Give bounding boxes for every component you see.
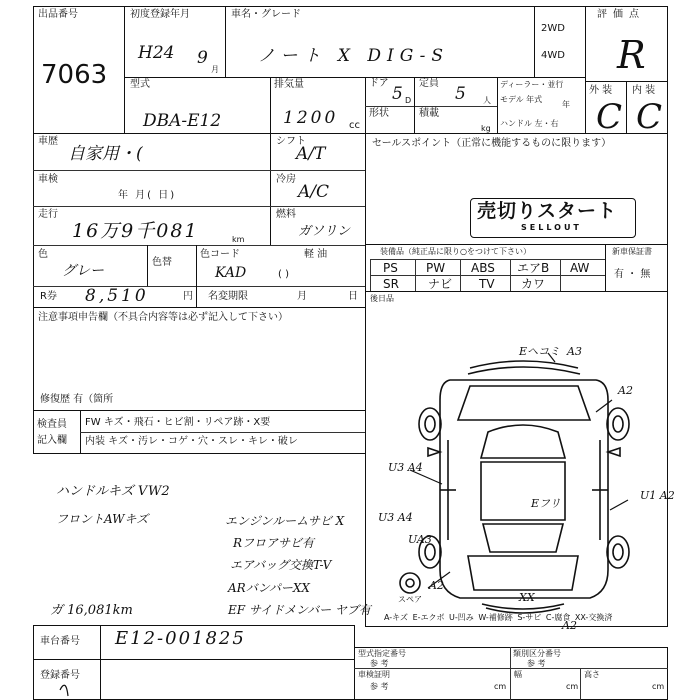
lot-number-label: 出品番号 bbox=[38, 9, 78, 20]
inspection-date: 年 月( 日) bbox=[118, 190, 177, 201]
shift-value: A/T bbox=[296, 144, 326, 164]
chassis-value: E12-001825 bbox=[115, 628, 246, 649]
equip-leather: カワ bbox=[521, 277, 546, 291]
note-7: ARバンパーXX bbox=[228, 581, 310, 595]
note-8: ガ 16,081km bbox=[50, 603, 133, 618]
grade-score-value: R bbox=[617, 33, 646, 77]
new-car-warranty-label: 新車保証書 bbox=[612, 247, 652, 256]
name-change-month: 月 bbox=[297, 291, 307, 302]
reference-label: 参 考 bbox=[370, 659, 389, 668]
damage-legend: A-キズ E-エクボ U-凹み W-補修跡 S-サビ C-腐食 XX-交換済 bbox=[384, 613, 613, 622]
note-1: ハンドルキズ V bbox=[56, 484, 148, 499]
doors-unit: D bbox=[405, 96, 412, 105]
damage-right-fender: A2 bbox=[618, 384, 633, 397]
repair-history-label: 修復歴 有（箇所 bbox=[40, 394, 114, 405]
cm-unit-2: cm bbox=[566, 682, 579, 691]
inspector-label: 検査員 bbox=[37, 419, 67, 430]
reference-label-3: 参 考 bbox=[370, 682, 389, 691]
equip-abs: ABS bbox=[471, 261, 495, 275]
cm-unit-3: cm bbox=[652, 682, 665, 691]
model-year-label: モデル 年式 bbox=[500, 95, 543, 104]
usage-value: 自家用・( bbox=[68, 144, 143, 164]
damage-roof: Eフリ bbox=[531, 497, 561, 510]
model-code-value: DBA-E12 bbox=[143, 111, 222, 131]
shape-label: 形状 bbox=[369, 108, 389, 119]
note-2: W2 bbox=[148, 484, 170, 499]
damage-left-rear-door: U3 A4 bbox=[378, 511, 413, 524]
dealer-label: ディーラー・並行 bbox=[500, 80, 564, 89]
mileage-label: 走行 bbox=[38, 209, 58, 220]
equip-navi: ナビ bbox=[428, 277, 453, 291]
ac-value: A/C bbox=[298, 182, 330, 202]
name-change-label: 名変期限 bbox=[208, 291, 248, 302]
usage-label: 車歴 bbox=[38, 136, 58, 147]
month-unit: 月 bbox=[211, 65, 219, 74]
equip-ps: PS bbox=[383, 261, 398, 275]
mileage-value: 16万9千081 bbox=[72, 220, 199, 242]
inspector-interior-row: 内装 キズ・汚レ・コゲ・穴・スレ・キレ・破レ bbox=[85, 436, 298, 447]
equip-aw: AW bbox=[570, 261, 590, 275]
model-grade-label: 車名・グレード bbox=[231, 9, 301, 20]
yen-unit: 円 bbox=[183, 291, 193, 302]
drive-2wd: 2WD bbox=[541, 23, 565, 34]
fuel-value: ガソリン bbox=[298, 224, 351, 239]
grade-score-label: 評価点 bbox=[597, 9, 645, 20]
lot-number: 7063 bbox=[41, 60, 108, 90]
inspector-fw-row: FW キズ・飛石・ヒビ割・リペア跡・X要 bbox=[85, 417, 271, 428]
chassis-label: 車台番号 bbox=[40, 636, 80, 647]
doors-value: 5 bbox=[392, 84, 403, 104]
fuel-light-oil: 軽 油 bbox=[304, 249, 328, 260]
capacity-unit: 人 bbox=[483, 96, 491, 105]
spare-label: スペア bbox=[398, 595, 422, 604]
note-5: Rフロアサビ有 bbox=[233, 536, 315, 550]
exterior-grade: C bbox=[596, 97, 623, 137]
damage-front-right: A3 bbox=[567, 345, 582, 358]
warranty-options: 有 ・ 無 bbox=[614, 269, 651, 280]
cc-unit: cc bbox=[349, 120, 360, 131]
capacity-value: 5 bbox=[455, 84, 466, 104]
sellout-stamp-jp: 売切りスタート bbox=[477, 200, 618, 222]
load-label: 積載 bbox=[419, 108, 439, 119]
note-3: フロントAWキズ bbox=[56, 512, 149, 526]
exterior-label: 外 装 bbox=[589, 85, 613, 96]
steering-label: ハンドル 左・右 bbox=[500, 119, 559, 128]
category-number-label: 類別区分番号 bbox=[513, 649, 561, 658]
damage-front-bumper: Eヘコミ bbox=[519, 345, 561, 358]
first-registration-month: 9 bbox=[197, 48, 208, 68]
length-label: 車検証明 bbox=[358, 670, 390, 679]
interior-label: 内 装 bbox=[632, 85, 656, 96]
note-9: EF サイドメンバー ヤブ有 bbox=[228, 603, 371, 617]
damage-rear-right: A2 bbox=[562, 619, 577, 632]
equip-airbag: エアB bbox=[517, 261, 550, 275]
recycle-label: R券 bbox=[40, 291, 57, 302]
color-change-label: 色替 bbox=[152, 257, 172, 268]
drive-4wd: 4WD bbox=[541, 50, 565, 61]
shift-label: シフト bbox=[276, 136, 306, 147]
displacement-label: 排気量 bbox=[274, 79, 304, 90]
height-label: 高さ bbox=[584, 670, 600, 679]
color-code-label: 色コード bbox=[200, 249, 240, 260]
equipment-label: 装備品（純正品に限り○をつけて下さい） bbox=[380, 247, 531, 256]
equip-tv: TV bbox=[479, 277, 495, 291]
first-registration-year: H24 bbox=[138, 43, 175, 63]
note-4: エンジンルームサビ X bbox=[225, 514, 345, 528]
sales-points-label: セールスポイント（正常に機能するものに限ります） bbox=[372, 138, 612, 149]
model-grade-value: ノート X DIG-S bbox=[258, 46, 450, 66]
first-registration-label: 初度登録年月 bbox=[130, 9, 190, 20]
color-code-value: KAD bbox=[215, 265, 247, 281]
name-change-day: 日 bbox=[348, 291, 358, 302]
capacity-label: 定員 bbox=[419, 78, 439, 89]
reference-label-2: 参 考 bbox=[527, 659, 546, 668]
designated-number-label: 型式指定番号 bbox=[358, 649, 406, 658]
damage-left-front-door: U3 A4 bbox=[388, 461, 423, 474]
registration-label: 登録番号 bbox=[40, 670, 80, 681]
inspector-label-2: 記入欄 bbox=[37, 435, 67, 446]
recycle-value: 8,510 bbox=[85, 286, 149, 306]
equip-pw: PW bbox=[426, 261, 446, 275]
damage-rear-bumper: XX bbox=[519, 591, 535, 604]
sellout-stamp-en: SELLOUT bbox=[521, 223, 582, 232]
displacement-value: 1200 bbox=[283, 108, 339, 128]
model-code-label: 型式 bbox=[130, 79, 150, 90]
damage-right-door: U1 A2 bbox=[640, 489, 675, 502]
width-label: 幅 bbox=[514, 670, 522, 679]
load-unit: kg bbox=[481, 124, 491, 133]
ac-label: 冷房 bbox=[276, 174, 296, 185]
fuel-bracket: ( ) bbox=[278, 269, 289, 280]
color-value: グレー bbox=[62, 263, 104, 279]
interior-grade: C bbox=[636, 97, 663, 137]
equip-sr: SR bbox=[383, 277, 399, 291]
damage-spare: A2 bbox=[429, 579, 444, 592]
damage-left-rear: UA3 bbox=[408, 533, 432, 546]
doors-label: ドア bbox=[369, 78, 389, 89]
km-unit: km bbox=[232, 235, 245, 244]
cm-unit-1: cm bbox=[494, 682, 507, 691]
fuel-label: 燃料 bbox=[276, 209, 296, 220]
notes-label: 注意事項申告欄（不具合内容等は必ず記入して下さい） bbox=[38, 312, 288, 323]
inspection-label: 車検 bbox=[38, 174, 58, 185]
note-6: エアバッグ交換T-V bbox=[230, 558, 332, 572]
color-label: 色 bbox=[38, 249, 48, 260]
aftermarket-label: 後日品 bbox=[370, 294, 394, 303]
year-unit: 年 bbox=[562, 100, 570, 109]
